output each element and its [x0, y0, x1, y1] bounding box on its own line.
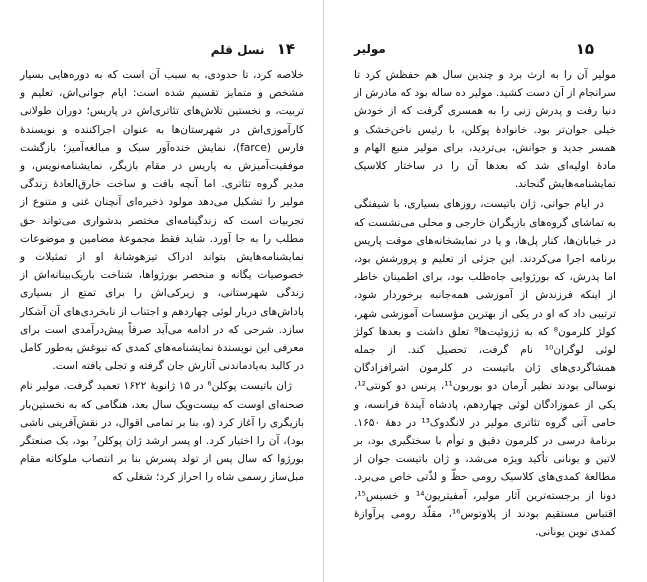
page-number: ۱۴ [276, 40, 295, 58]
paragraph: مولیر آن را به ارث برد و چندین سال هم حفظش کرد تا سرانجام از آن دست کشید. مولیر ده ساله بود که مادرش از دنیا رفت و پدرش زنی را به همسری گرفت که از خودش خیلی جوان‌تر بود. خانوادهٔ پوکلن، با رئیس ناخن‌خشک و همسر جدید و جوانش، بی‌تردید، برای مولیر منبع الهام و مادهٔ اولیه‌ای شد که بعدها آن را در ساختار کلاسیک نمایشنامه‌هایش گنجاند. [354, 69, 616, 191]
left-page-header [205, 40, 295, 58]
paragraph: ژان باتیست پوکلن⁶ در ۱۵ ژانویهٔ ۱۶۲۲ تعمید گرفت. مولیر نام صحنه‌ای اوست که بیست‌ویک سال بعد، هنگامی که به‌ نخستین‌بار بازیگری را آغاز کرد (و، بنا بر تمامی اقوال، در نقش‌آفرینی ناشی بود)، آن را اختیار کرد. او پسر ارشد ژان پوکلن⁷ بود، یک صنعتگر بورژوا که سال پس از تولد پسرش بنا بر انتصاب ملوکانه مقام مبل‌ساز رسمی شاه را احراز کرد؛ شغلی که [20, 380, 304, 484]
right-page [324, 0, 647, 582]
running-title: نسل قلم [210, 43, 265, 57]
paragraph: خلاصه کرد، تا حدودی، به سبب آن است که به دوره‌هایی بسیار مشخص و متمایز تقسیم شده است: ایام جوانی‌اش، تعلیم و تربیت، و نخستین تلاش‌های تئاتری‌اش در پاریس؛ دوران طولانی کارآموزی‌اش در شهرستان‌ها به عنوان اجراکننده و نویسندهٔ فارس (farce)، نمایش خنده‌آور سبک و مبالغه‌آمیز؛ بازگشت موفقیت‌آمیزش به پاریس در مقام بازیگر، نمایشنامه‌نویس، و مدیر گروه تئاتری. اما آنچه بافت و ساخت خارق‌العادهٔ زندگی مولیر را تشکیل می‌دهد مولود ذخیره‌ای آنچنان غنی و متنوع از تجربیات است که زندگینامه‌ای مختصر بدشواری می‌تواند حق مطلب را به جا آورد. شاید فقط مجموعهٔ مضامین و موضوعات نمایشنامه‌هایش بتواند ادراک تیزهوشانهٔ او از تمثیلات و خصوصیات یگانه و منحصر بورژواها، شناخت باریک‌بینانه‌اش از زندگی شهرستانی، و زیرکی‌اش را برای تمتع از بسیاری پاداش‌های دربار لوئی چهاردهم و اجتناب از نابخردی‌های آن آشکار سازد. شرحی که در ادامه می‌آید صرفاً پیش‌درآمدی است برای معرفی این نویسندهٔ نمایشنامه‌های کمدی که نبوغش به‌طور کامل در کالبد به‌یادماندنی آثارش جان گرفته و تجلی یافته است. [20, 69, 305, 373]
left-page-body [20, 66, 304, 487]
paragraph: در ایام جوانی، ژان باتیست، روزهای بسیاری، با شیفتگی به تماشای گروه‌های بازیگران خارجی و محلی می‌نشست که در خیابان‌ها، کنار پل‌ها، و یا در نمایشخانه‌های موقت پاریس برنامه اجرا می‌کردند. این جزئی از تعلیم و پرورشش بود، اما پدرش، که بورژوایی جاه‌طلب بود، برای اطمینان خاطر از اینکه فرزندش از آموزشی همه‌جانبه برخوردار شود، ترتیبی داد که او در یکی از بهترین مؤسسات آموزشی شهر، کولژ کلرمون⁸ که به ژزوئیت‌ها⁹ تعلق داشت و بعدها کولژ لوئی لوگران¹⁰ نام گرفت، تحصیل کند. از جمله همشاگردی‌های ژان باتیست در کلرمون اشرافزادگان نوسالی بودند نظیر آرمان دو بوربون¹¹، پرنس دو کونتی¹²، یکی از عموزادگان لوئی چهاردهم، پادشاه آیندهٔ فرانسه، و حامی آتی گروه تئاتری مولیر در لانگدوک¹³ در دههٔ ۱۶۵۰. برنامهٔ درسی در کلرمون دقیق و توأم با سختگیری بود، بر لاتین و یونانی تأکید ویژه می‌شد، و ژان باتیست جوان از مطالعهٔ کمدی‌های کلاسیک رومی حظّ و لذّتی خاص می‌برد. دونا از برجسته‌ترین آثار مولیر، آمفیتریون¹⁴ و خسیس¹⁵، اقتباس مستقیم بودند از پلاوتوس¹⁶، مقلّد رومی پرآوازهٔ کمدی نوین یونانی. [354, 198, 616, 539]
right-page-body [354, 66, 616, 541]
running-title: مولیر [354, 42, 386, 56]
page-number: ۱۵ [575, 40, 594, 58]
right-page-header [354, 40, 594, 58]
